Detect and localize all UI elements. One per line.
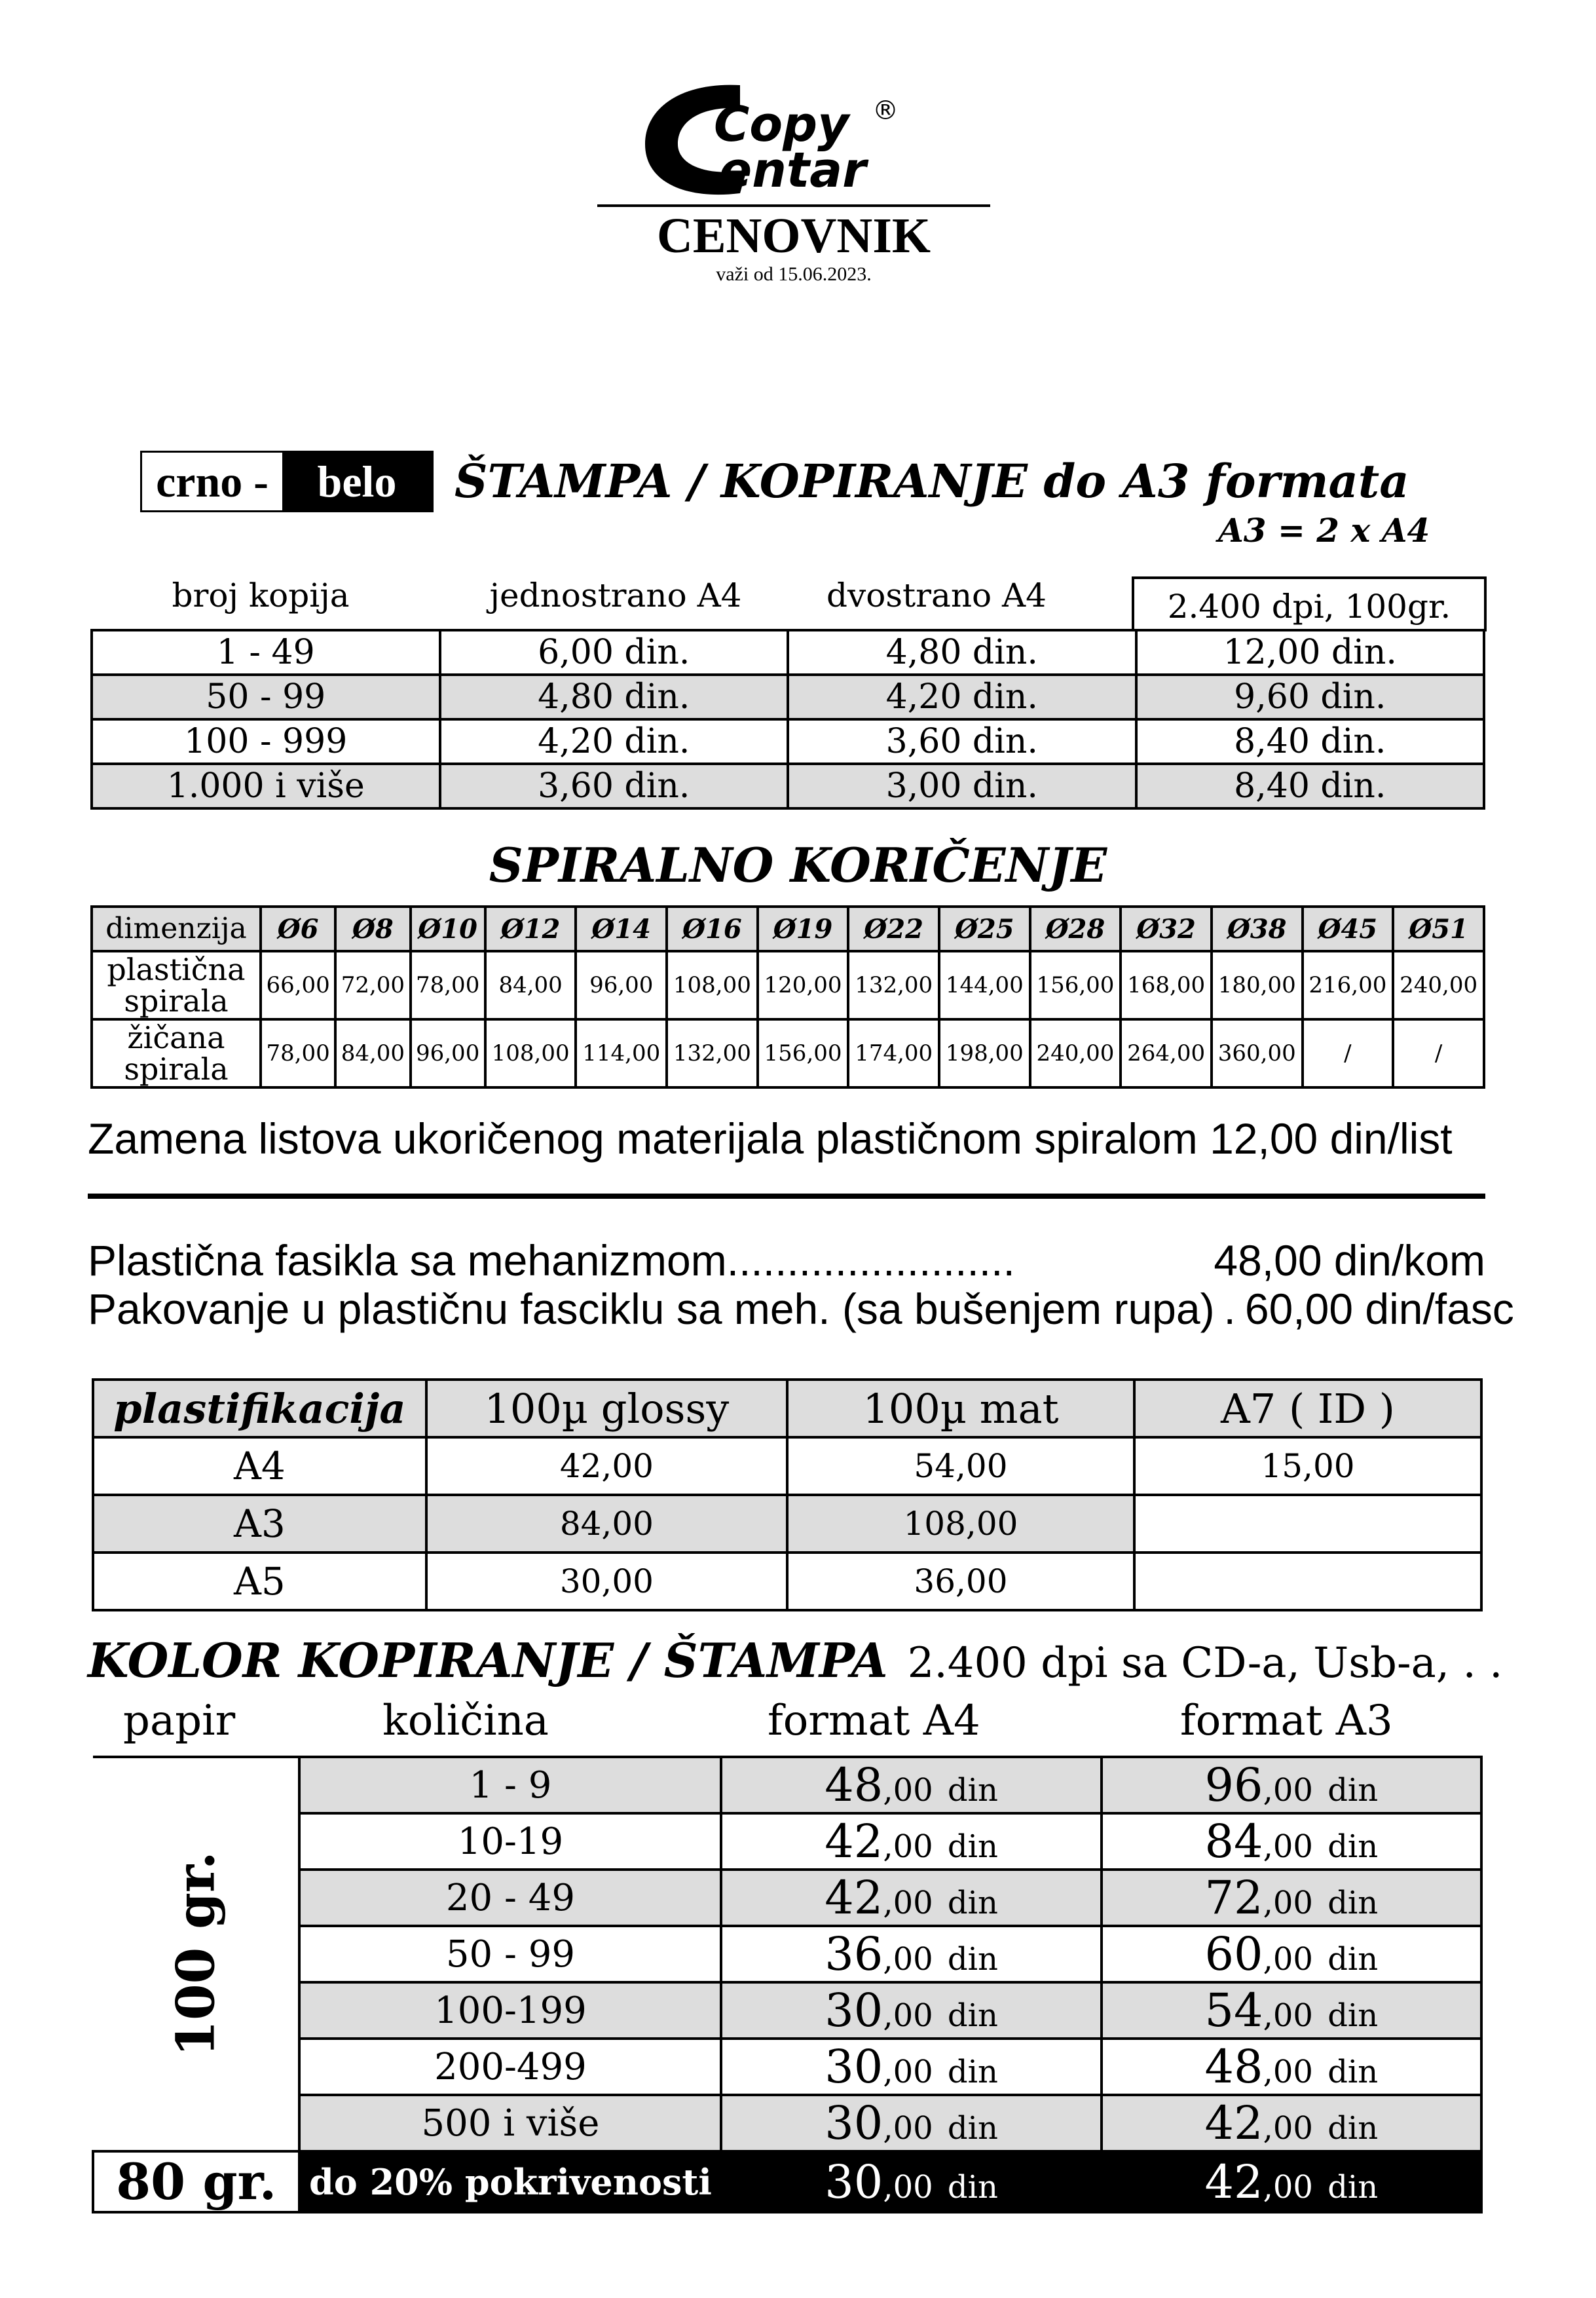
price-currency: din — [947, 2054, 998, 2090]
col-header-single: jednostrano A4 — [489, 576, 742, 614]
registered-mark: ® — [872, 96, 899, 126]
price-decimal: ,00 — [883, 2168, 933, 2206]
table-cell: 12,00 din. — [1136, 630, 1485, 675]
spiral-price-cell: 156,00 — [758, 1019, 849, 1087]
spiral-size-header: Ø32 — [1121, 907, 1212, 951]
badge-belo: belo — [282, 453, 432, 510]
item-price: 60,00 din/fasc — [1244, 1285, 1514, 1333]
paper-weight-label: 100 gr. — [164, 1851, 227, 2057]
table-row — [93, 1870, 1481, 1926]
col-header-dpi: 2.400 dpi, 100gr. — [1132, 576, 1487, 631]
table-row — [93, 2039, 1481, 2095]
spiral-price-cell: 174,00 — [848, 1019, 939, 1087]
spiral-price-table — [90, 905, 1485, 1089]
a4-price-cell — [721, 1926, 1101, 1982]
table-cell: 100 - 999 — [92, 719, 440, 764]
price-currency: din — [1327, 2110, 1379, 2147]
table-cell: 1.000 i više — [92, 764, 440, 808]
bw-price-table — [90, 629, 1485, 810]
table-row — [92, 675, 1484, 719]
price-currency: din — [1327, 1885, 1379, 1921]
bw-section-subtitle: A3 = 2 x A4 — [1218, 511, 1430, 550]
page-title: CENOVNIK — [656, 208, 931, 263]
table-cell: 50 - 99 — [92, 675, 440, 719]
spiral-size-header: Ø12 — [485, 907, 576, 951]
spiral-price-cell: 96,00 — [411, 1019, 485, 1087]
table-row — [93, 1495, 1481, 1553]
price-currency: din — [947, 1941, 998, 1978]
table-row — [93, 1813, 1481, 1870]
table-cell: 1 - 49 — [92, 630, 440, 675]
color-title-rest: 2.400 dpi sa CD-a, Usb-a, . . — [907, 1639, 1503, 1687]
col-header-double: dvostrano A4 — [826, 576, 1047, 614]
table-header-cell: 100µ glossy — [426, 1380, 787, 1437]
spiral-price-cell: 156,00 — [1030, 951, 1121, 1019]
row-label-line: plastična — [107, 952, 246, 987]
col-header-copies: broj kopija — [172, 576, 350, 614]
col-header-quantity: količina — [382, 1697, 549, 1745]
table-cell: 8,40 din. — [1136, 719, 1485, 764]
table-row — [92, 764, 1484, 808]
spiral-price-cell: 114,00 — [576, 1019, 667, 1087]
table-cell: 4,20 din. — [788, 675, 1136, 719]
color-price-table — [92, 1756, 1483, 2213]
table-row — [93, 1982, 1481, 2039]
badge-crno: crno - — [156, 456, 269, 506]
row-label-line: žičana — [127, 1020, 225, 1055]
coverage-label: do 20% pokrivenosti — [299, 2151, 721, 2212]
table-cell — [1134, 1495, 1481, 1553]
spiral-price-cell: 240,00 — [1030, 1019, 1121, 1087]
leader-dots: . — [1223, 1285, 1236, 1333]
bw-section-title: ŠTAMPA / KOPIRANJE do A3 formata — [455, 454, 1409, 508]
table-row — [93, 1926, 1481, 1982]
spiral-size-header: Ø51 — [1393, 907, 1484, 951]
color-column-headers — [88, 1697, 1485, 1749]
price-decimal: ,00 — [1263, 1997, 1313, 2034]
price-decimal: ,00 — [1263, 2110, 1313, 2147]
a4-price-cell — [721, 1870, 1101, 1926]
a4-price-cell — [721, 1982, 1101, 2039]
logo-text-bottom: entar — [719, 142, 866, 198]
price-decimal: ,00 — [883, 2110, 933, 2147]
spiral-price-cell: 144,00 — [939, 951, 1030, 1019]
price-decimal: ,00 — [883, 1941, 933, 1978]
price-currency: din — [1327, 1772, 1379, 1809]
spiral-price-cell: 198,00 — [939, 1019, 1030, 1087]
col-header-paper: papir — [123, 1697, 236, 1745]
section-divider — [88, 1194, 1485, 1199]
spiral-size-header: Ø19 — [758, 907, 849, 951]
leader-dots: ........................ — [726, 1236, 1015, 1285]
quantity-cell: 200-499 — [299, 2039, 721, 2095]
price-integer: 30 — [825, 1984, 883, 2037]
spiral-price-cell: 360,00 — [1212, 1019, 1303, 1087]
price-decimal: ,00 — [1263, 1828, 1313, 1865]
table-row — [92, 951, 1484, 1019]
price-decimal: ,00 — [1263, 2054, 1313, 2090]
table-cell: 36,00 — [787, 1553, 1134, 1610]
table-cell: 84,00 — [426, 1495, 787, 1553]
a3-price-cell — [1102, 1813, 1481, 1870]
packing-price-line — [88, 1284, 1514, 1334]
table-cell: 9,60 din. — [1136, 675, 1485, 719]
price-integer: 60 — [1204, 1927, 1263, 1981]
price-decimal: ,00 — [1263, 1772, 1313, 1809]
price-integer: 42 — [1204, 2155, 1263, 2209]
table-cell: 4,20 din. — [440, 719, 789, 764]
price-integer: 84 — [1204, 1815, 1263, 1868]
quantity-cell: 10-19 — [299, 1813, 721, 1870]
row-label-line: spirala — [124, 983, 229, 1019]
spiral-price-cell: 216,00 — [1303, 951, 1394, 1019]
price-currency: din — [1327, 1941, 1379, 1978]
spiral-replacement-note: Zamena listova ukoričenog materijala plastičnom spiralom 12,00 din/list — [88, 1114, 1453, 1163]
a3-price-cell — [1102, 1870, 1481, 1926]
spiral-size-header: Ø22 — [848, 907, 939, 951]
price-integer: 42 — [825, 1871, 883, 1925]
row-label — [92, 1019, 261, 1087]
bw-badge — [140, 451, 434, 512]
quantity-cell: 500 i više — [299, 2095, 721, 2151]
spiral-size-header: Ø28 — [1030, 907, 1121, 951]
table-cell: 8,40 din. — [1136, 764, 1485, 808]
spiral-price-cell: 240,00 — [1393, 951, 1484, 1019]
spiral-price-cell: 132,00 — [848, 951, 939, 1019]
spiral-price-cell: 168,00 — [1121, 951, 1212, 1019]
a4-price-cell — [721, 1757, 1101, 1813]
spiral-size-header: Ø45 — [1303, 907, 1394, 951]
table-cell: 3,60 din. — [788, 719, 1136, 764]
table-cell: A5 — [93, 1553, 426, 1610]
price-decimal: ,00 — [883, 1772, 933, 1809]
a3-price-cell — [1102, 1982, 1481, 2039]
paper-weight-cell — [93, 1757, 299, 2151]
table-header-cell: plastifikacija — [93, 1380, 426, 1437]
table-cell: 3,60 din. — [440, 764, 789, 808]
price-integer: 42 — [825, 1815, 883, 1868]
color-title-main: KOLOR KOPIRANJE / ŠTAMPA — [88, 1632, 888, 1688]
spiral-size-header: Ø16 — [667, 907, 758, 951]
price-integer: 30 — [825, 2096, 883, 2150]
spiral-price-cell: 72,00 — [335, 951, 410, 1019]
price-decimal: ,00 — [883, 1997, 933, 2034]
folder-price-line — [88, 1235, 1485, 1285]
col-header-a4: format A4 — [768, 1697, 980, 1745]
price-currency: din — [1327, 2054, 1379, 2090]
table-row — [93, 2151, 1481, 2212]
table-cell: 4,80 din. — [788, 630, 1136, 675]
a3-price-cell — [1102, 2151, 1481, 2212]
price-currency: din — [947, 1828, 998, 1865]
price-integer: 54 — [1204, 1984, 1263, 2037]
price-currency: din — [947, 2168, 998, 2206]
table-row — [93, 2095, 1481, 2151]
price-decimal: ,00 — [1263, 1885, 1313, 1921]
copy-centar-logo — [642, 79, 956, 200]
table-row — [92, 719, 1484, 764]
quantity-cell: 20 - 49 — [299, 1870, 721, 1926]
price-integer: 96 — [1204, 1758, 1263, 1812]
quantity-cell: 1 - 9 — [299, 1757, 721, 1813]
table-row — [92, 907, 1484, 951]
spiral-price-cell: / — [1393, 1019, 1484, 1087]
valid-from: važi od 15.06.2023. — [716, 263, 872, 285]
spiral-price-cell: / — [1303, 1019, 1394, 1087]
spiral-size-header: Ø8 — [335, 907, 410, 951]
price-decimal: ,00 — [1263, 1941, 1313, 1978]
price-currency: din — [1327, 2168, 1379, 2206]
spiral-size-header: Ø38 — [1212, 907, 1303, 951]
spiral-price-cell: 66,00 — [261, 951, 335, 1019]
table-header-cell: 100µ mat — [787, 1380, 1134, 1437]
price-decimal: ,00 — [1263, 2168, 1313, 2206]
table-row — [93, 1437, 1481, 1495]
spiral-price-cell: 108,00 — [485, 1019, 576, 1087]
quantity-cell: 50 - 99 — [299, 1926, 721, 1982]
spiral-price-cell: 132,00 — [667, 1019, 758, 1087]
table-cell: 3,00 din. — [788, 764, 1136, 808]
price-decimal: ,00 — [883, 1885, 933, 1921]
table-row — [93, 1553, 1481, 1610]
laminating-table — [92, 1378, 1483, 1611]
a3-price-cell — [1102, 1926, 1481, 1982]
spiral-price-cell: 78,00 — [411, 951, 485, 1019]
row-label-line: spirala — [124, 1051, 229, 1087]
price-currency: din — [947, 1885, 998, 1921]
spiral-size-header: Ø25 — [939, 907, 1030, 951]
table-cell: 15,00 — [1134, 1437, 1481, 1495]
spiral-size-header: Ø6 — [261, 907, 335, 951]
price-currency: din — [947, 1997, 998, 2034]
table-row — [93, 1757, 1481, 1813]
a3-price-cell — [1102, 2039, 1481, 2095]
a4-price-cell — [721, 2095, 1101, 2151]
paper-weight-80: 80 gr. — [93, 2151, 299, 2212]
price-integer: 36 — [825, 1927, 883, 1981]
spiral-price-cell: 264,00 — [1121, 1019, 1212, 1087]
table-row — [93, 1380, 1481, 1437]
spiral-section-title: SPIRALNO KORIČENJE — [489, 837, 1107, 893]
table-cell: A3 — [93, 1495, 426, 1553]
spiral-price-cell: 108,00 — [667, 951, 758, 1019]
a3-price-cell — [1102, 1757, 1481, 1813]
table-cell: 108,00 — [787, 1495, 1134, 1553]
price-decimal: ,00 — [883, 2054, 933, 2090]
table-header-cell: A7 ( ID ) — [1134, 1380, 1481, 1437]
table-row — [92, 630, 1484, 675]
spiral-price-cell: 78,00 — [261, 1019, 335, 1087]
price-currency: din — [947, 2110, 998, 2147]
a4-price-cell — [721, 2151, 1101, 2212]
item-name: Pakovanje u plastičnu fasciklu sa meh. (sa bušenjem rupa) — [88, 1285, 1215, 1333]
price-integer: 48 — [1204, 2040, 1263, 2094]
spiral-size-header: Ø10 — [411, 907, 485, 951]
spiral-price-cell: 180,00 — [1212, 951, 1303, 1019]
price-integer: 30 — [825, 2155, 883, 2209]
a4-price-cell — [721, 1813, 1101, 1870]
spiral-price-cell: 84,00 — [335, 1019, 410, 1087]
logo-text-top: Copy — [714, 96, 849, 153]
table-cell: 6,00 din. — [440, 630, 789, 675]
spiral-size-header: Ø14 — [576, 907, 667, 951]
price-currency: din — [1327, 1828, 1379, 1865]
a3-price-cell — [1102, 2095, 1481, 2151]
price-currency: din — [947, 1772, 998, 1809]
price-integer: 72 — [1204, 1871, 1263, 1925]
price-decimal: ,00 — [883, 1828, 933, 1865]
row-label — [92, 951, 261, 1019]
table-cell: 42,00 — [426, 1437, 787, 1495]
quantity-cell: 100-199 — [299, 1982, 721, 2039]
table-cell: 30,00 — [426, 1553, 787, 1610]
table-cell: 4,80 din. — [440, 675, 789, 719]
table-cell: A4 — [93, 1437, 426, 1495]
item-name: Plastična fasikla sa mehanizmom — [88, 1236, 727, 1285]
price-integer: 48 — [825, 1758, 883, 1812]
col-header-a3: format A3 — [1180, 1697, 1393, 1745]
price-integer: 42 — [1204, 2096, 1263, 2150]
price-currency: din — [1327, 1997, 1379, 2034]
price-integer: 30 — [825, 2040, 883, 2094]
table-cell: 54,00 — [787, 1437, 1134, 1495]
table-row — [92, 1019, 1484, 1087]
table-header-cell: dimenzija — [92, 907, 261, 951]
table-cell — [1134, 1553, 1481, 1610]
a4-price-cell — [721, 2039, 1101, 2095]
item-price: 48,00 din/kom — [1214, 1236, 1485, 1285]
header-divider — [597, 204, 990, 207]
spiral-price-cell: 96,00 — [576, 951, 667, 1019]
spiral-price-cell: 84,00 — [485, 951, 576, 1019]
color-section-title — [88, 1632, 1503, 1688]
spiral-price-cell: 120,00 — [758, 951, 849, 1019]
